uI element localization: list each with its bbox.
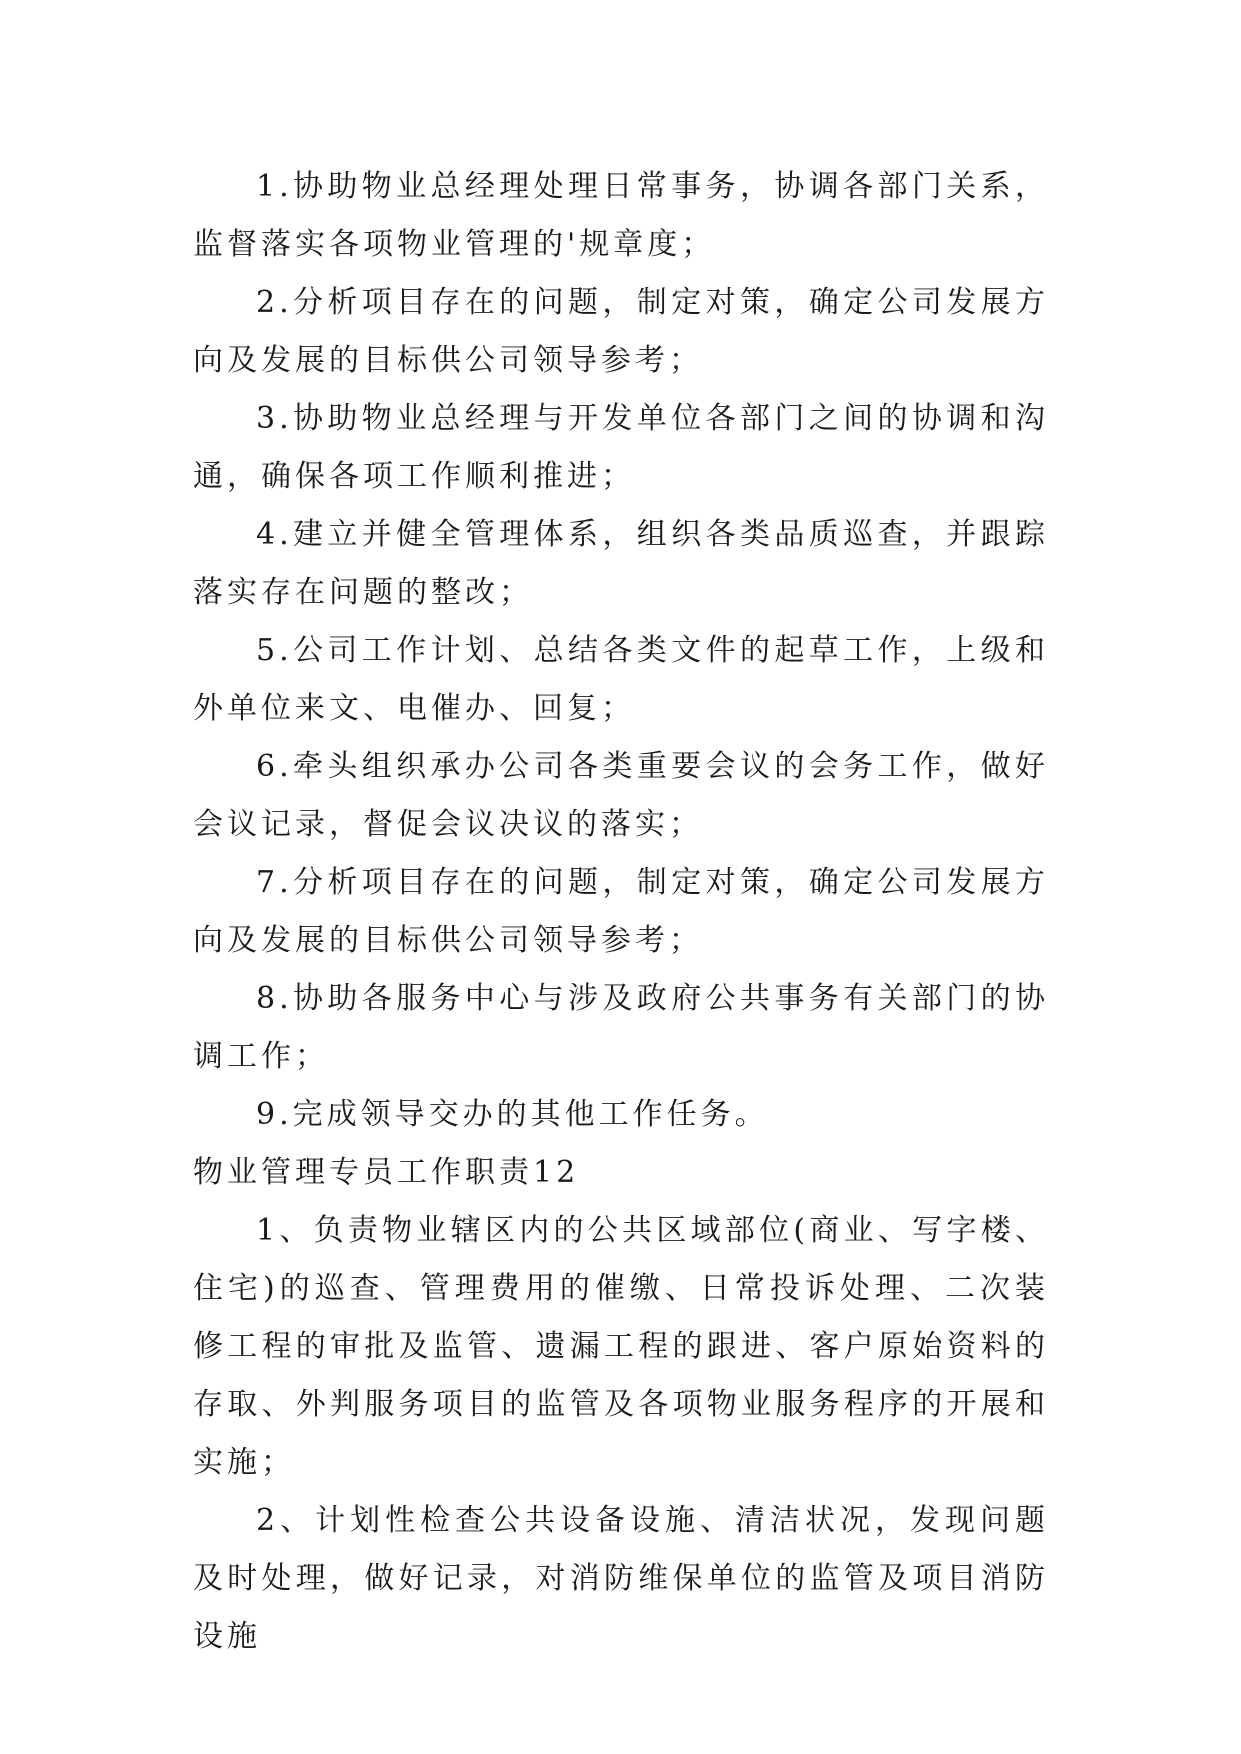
paragraph-duty-5: 5.公司工作计划、总结各类文件的起草工作，上级和外单位来文、电催办、回复； [193, 633, 1049, 726]
paragraph-specialist-2: 2、计划性检查公共设备设施、清洁状况，发现问题及时处理，做好记录，对消防维保单位的监管及项目消防设施 [193, 1503, 1049, 1654]
paragraph-duty-1: 1.协助物业总经理处理日常事务，协调各部门关系，监督落实各项物业管理的'规章度； [193, 169, 1049, 262]
paragraph-duty-8: 8.协助各服务中心与涉及政府公共事务有关部门的协调工作； [193, 981, 1049, 1074]
section-heading: 物业管理专员工作职责12 [193, 1155, 580, 1190]
paragraph-duty-6: 6.牵头组织承办公司各类重要会议的会务工作，做好会议记录，督促会议决议的落实； [193, 749, 1049, 842]
paragraph-duty-4: 4.建立并健全管理体系，组织各类品质巡查，并跟踪落实存在问题的整改； [193, 517, 1049, 610]
paragraph-duty-9: 9.完成领导交办的其他工作任务。 [256, 1097, 769, 1132]
paragraph-duty-3: 3.协助物业总经理与开发单位各部门之间的协调和沟通，确保各项工作顺利推进； [193, 401, 1049, 494]
paragraph-duty-7: 7.分析项目存在的问题，制定对策，确定公司发展方向及发展的目标供公司领导参考； [193, 865, 1049, 958]
paragraph-specialist-1: 1、负责物业辖区内的公共区域部位(商业、写字楼、住宅)的巡查、管理费用的催缴、日常投诉处理、二次装修工程的审批及监管、遗漏工程的跟进、客户原始资料的存取、外判服务项目的监管及各项物业服务程序的开展和实施； [193, 1213, 1049, 1480]
paragraph-duty-2: 2.分析项目存在的问题，制定对策，确定公司发展方向及发展的目标供公司领导参考； [193, 285, 1049, 378]
document-body [193, 158, 1049, 1666]
